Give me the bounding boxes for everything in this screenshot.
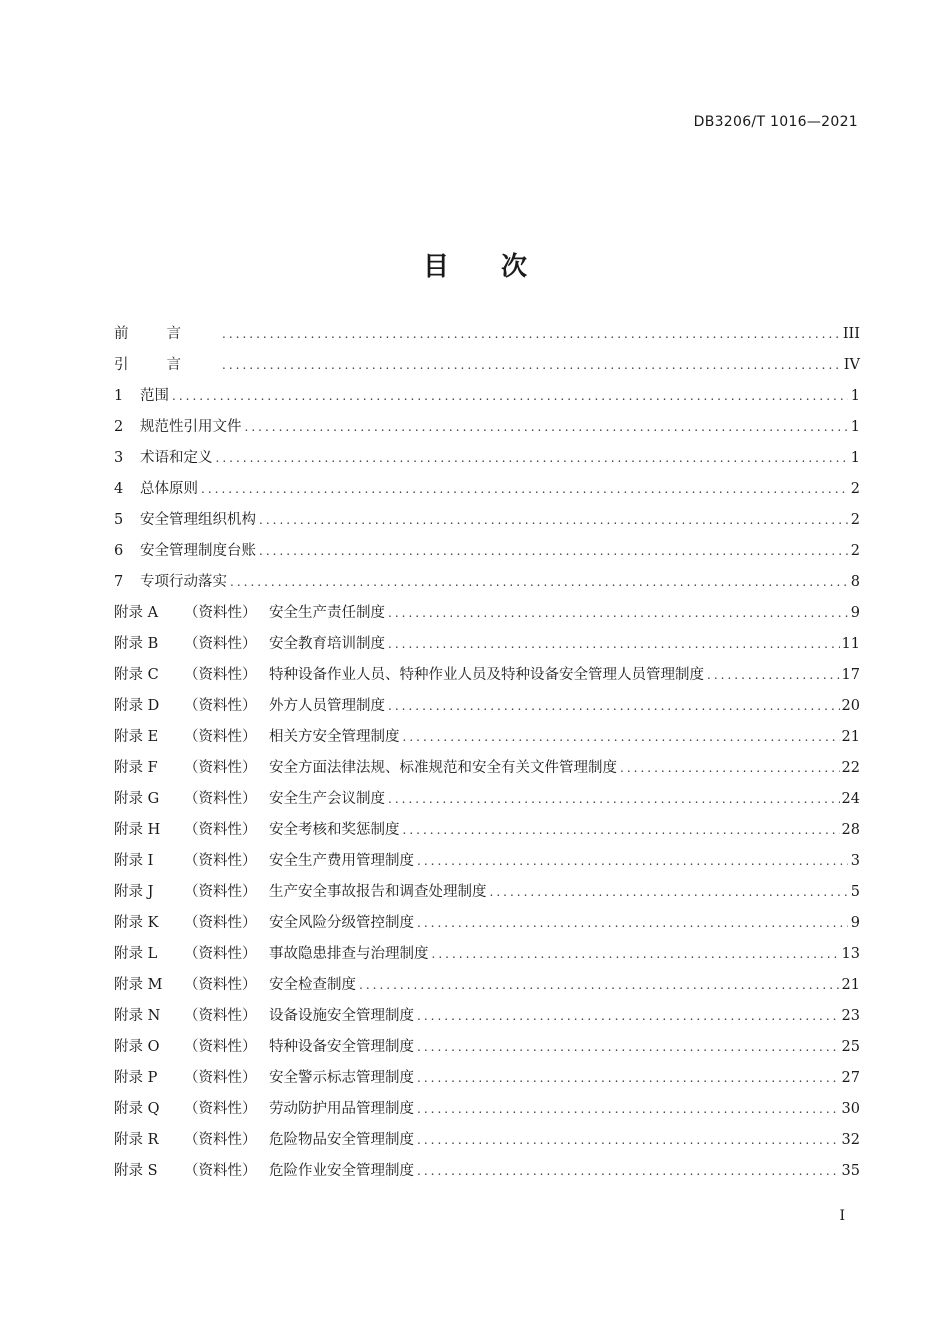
toc-entry-title: 事故隐患排查与治理制度 xyxy=(269,946,429,962)
dot-leader xyxy=(201,482,848,496)
toc-entry-title: 安全生产费用管理制度 xyxy=(269,853,414,869)
dot-leader xyxy=(259,513,848,527)
appendix-nature: （资料性） xyxy=(184,1008,257,1024)
toc-entry-title: 安全风险分级管控制度 xyxy=(269,915,414,931)
toc-entry-foreword[interactable] xyxy=(114,322,860,353)
toc-entry-title: 安全管理制度台账 xyxy=(140,543,256,559)
toc-entry-page: 1 xyxy=(850,450,860,466)
toc-entry-page: 9 xyxy=(850,915,860,931)
toc-entry-title: 相关方安全管理制度 xyxy=(269,729,400,745)
toc-entry-page: 20 xyxy=(841,698,860,714)
appendix-nature: （资料性） xyxy=(184,1163,257,1179)
toc-entry-title: 范围 xyxy=(140,388,169,404)
toc-entry-title: 规范性引用文件 xyxy=(140,419,242,435)
appendix-label: 附录 C xyxy=(114,667,159,683)
toc-entry-appendix[interactable] xyxy=(114,756,860,787)
toc-entry-page: 23 xyxy=(841,1008,860,1024)
toc-entry-title: 设备设施安全管理制度 xyxy=(269,1008,414,1024)
appendix-label: 附录 I xyxy=(114,853,154,869)
toc-entry-page: 21 xyxy=(841,977,860,993)
toc-entry-page: 21 xyxy=(841,729,860,745)
dot-leader xyxy=(417,1071,840,1085)
toc-entry-title: 术语和定义 xyxy=(140,450,213,466)
appendix-nature: （资料性） xyxy=(184,853,257,869)
toc-entry-page: 2 xyxy=(850,543,860,559)
page-title: 目次 xyxy=(422,252,579,282)
dot-leader xyxy=(388,699,840,713)
dot-leader xyxy=(388,792,840,806)
appendix-label: 附录 O xyxy=(114,1039,160,1055)
toc-entry-page: 27 xyxy=(841,1070,860,1086)
appendix-nature: （资料性） xyxy=(184,1039,257,1055)
dot-leader xyxy=(707,668,840,682)
toc-entry-appendix[interactable] xyxy=(114,1035,860,1066)
dot-leader xyxy=(245,420,849,434)
appendix-label: 附录 J xyxy=(114,884,154,900)
toc-entry-title: 安全教育培训制度 xyxy=(269,636,385,652)
dot-leader xyxy=(490,885,849,899)
toc-entry-title: 安全考核和奖惩制度 xyxy=(269,822,400,838)
dot-leader xyxy=(359,978,840,992)
toc-entry-title: 危险作业安全管理制度 xyxy=(269,1163,414,1179)
appendix-nature: （资料性） xyxy=(184,1101,257,1117)
dot-leader xyxy=(417,916,848,930)
toc-entry-section-5[interactable] xyxy=(114,508,860,539)
dot-leader xyxy=(230,575,848,589)
appendix-nature: （资料性） xyxy=(184,636,257,652)
dot-leader xyxy=(417,1133,840,1147)
dot-leader xyxy=(417,854,848,868)
appendix-label: 附录 K xyxy=(114,915,159,931)
toc-entry-page: 5 xyxy=(850,884,860,900)
appendix-label: 附录 H xyxy=(114,822,161,838)
toc-entry-title: 劳动防护用品管理制度 xyxy=(269,1101,414,1117)
dot-leader xyxy=(403,823,840,837)
appendix-label: 附录 G xyxy=(114,791,160,807)
toc-entry-page: 35 xyxy=(841,1163,860,1179)
toc-entry-appendix[interactable] xyxy=(114,632,860,663)
appendix-nature: （资料性） xyxy=(184,915,257,931)
appendix-label: 附录 S xyxy=(114,1163,158,1179)
toc-entry-number: 1 xyxy=(114,388,124,404)
toc-entry-page: 24 xyxy=(841,791,860,807)
toc-entry-page: 30 xyxy=(841,1101,860,1117)
toc-entry-number: 6 xyxy=(114,543,124,559)
appendix-nature: （资料性） xyxy=(184,791,257,807)
toc-entry-page: 17 xyxy=(841,667,860,683)
dot-leader xyxy=(388,637,840,651)
toc-entry-title: 总体原则 xyxy=(140,481,198,497)
toc-entry-number: 4 xyxy=(114,481,124,497)
toc-entry-appendix[interactable] xyxy=(114,1128,860,1159)
toc-entry-section-2[interactable] xyxy=(114,415,860,446)
toc-entry-number: 2 xyxy=(114,419,124,435)
toc-entry-number: 7 xyxy=(114,574,124,590)
appendix-label: 附录 B xyxy=(114,636,159,652)
toc-entry-page: 2 xyxy=(850,481,860,497)
toc-entry-appendix[interactable] xyxy=(114,849,860,880)
toc-entry-appendix[interactable] xyxy=(114,1066,860,1097)
dot-leader xyxy=(620,761,840,775)
dot-leader xyxy=(172,389,848,403)
table-of-contents xyxy=(114,322,860,1190)
toc-entry-title: 安全方面法律法规、标准规范和安全有关文件管理制度 xyxy=(269,760,617,776)
toc-entry-title: 安全警示标志管理制度 xyxy=(269,1070,414,1086)
toc-entry-section-7[interactable] xyxy=(114,570,860,601)
toc-entry-page: 2 xyxy=(850,512,860,528)
toc-entry-title: 安全生产会议制度 xyxy=(269,791,385,807)
toc-entry-title: 安全生产责任制度 xyxy=(269,605,385,621)
toc-entry-page: 32 xyxy=(841,1132,860,1148)
toc-entry-label: 引言 xyxy=(114,357,219,373)
toc-entry-appendix[interactable] xyxy=(114,942,860,973)
dot-leader xyxy=(259,544,848,558)
appendix-nature: （资料性） xyxy=(184,884,257,900)
appendix-nature: （资料性） xyxy=(184,698,257,714)
appendix-nature: （资料性） xyxy=(184,977,257,993)
toc-entry-section-3[interactable] xyxy=(114,446,860,477)
dot-leader xyxy=(417,1164,840,1178)
toc-entry-appendix[interactable] xyxy=(114,663,860,694)
toc-entry-page: III xyxy=(842,326,860,342)
appendix-label: 附录 R xyxy=(114,1132,159,1148)
dot-leader xyxy=(222,327,841,341)
dot-leader xyxy=(417,1009,840,1023)
appendix-label: 附录 F xyxy=(114,760,158,776)
toc-entry-section-1[interactable] xyxy=(114,384,860,415)
toc-entry-appendix[interactable] xyxy=(114,911,860,942)
dot-leader xyxy=(403,730,840,744)
toc-entry-title: 外方人员管理制度 xyxy=(269,698,385,714)
toc-entry-appendix[interactable] xyxy=(114,1159,860,1190)
dot-leader xyxy=(432,947,840,961)
appendix-nature: （资料性） xyxy=(184,667,257,683)
appendix-label: 附录 D xyxy=(114,698,160,714)
toc-entry-number: 3 xyxy=(114,450,124,466)
toc-entry-number: 5 xyxy=(114,512,124,528)
appendix-nature: （资料性） xyxy=(184,729,257,745)
toc-entry-appendix[interactable] xyxy=(114,694,860,725)
toc-entry-page: 11 xyxy=(841,636,860,652)
toc-entry-title: 特种设备作业人员、特种作业人员及特种设备安全管理人员管理制度 xyxy=(269,667,704,683)
toc-entry-page: 9 xyxy=(850,605,860,621)
appendix-nature: （资料性） xyxy=(184,1132,257,1148)
toc-entry-page: 22 xyxy=(841,760,860,776)
toc-entry-page: 28 xyxy=(841,822,860,838)
toc-entry-appendix[interactable] xyxy=(114,787,860,818)
toc-entry-title: 危险物品安全管理制度 xyxy=(269,1132,414,1148)
toc-entry-title: 特种设备安全管理制度 xyxy=(269,1039,414,1055)
dot-leader xyxy=(417,1040,840,1054)
toc-entry-section-6[interactable] xyxy=(114,539,860,570)
page-number: I xyxy=(839,1208,845,1224)
appendix-label: 附录 A xyxy=(114,605,159,621)
appendix-nature: （资料性） xyxy=(184,946,257,962)
toc-entry-introduction[interactable] xyxy=(114,353,860,384)
dot-leader xyxy=(222,358,842,372)
toc-entry-appendix[interactable] xyxy=(114,601,860,632)
toc-entry-appendix[interactable] xyxy=(114,1004,860,1035)
appendix-nature: （资料性） xyxy=(184,1070,257,1086)
toc-entry-page: 1 xyxy=(850,388,860,404)
toc-entry-page: IV xyxy=(843,357,860,373)
toc-entry-page: 13 xyxy=(841,946,860,962)
dot-leader xyxy=(216,451,849,465)
toc-entry-appendix[interactable] xyxy=(114,818,860,849)
appendix-label: 附录 L xyxy=(114,946,158,962)
toc-entry-title: 专项行动落实 xyxy=(140,574,227,590)
appendix-nature: （资料性） xyxy=(184,605,257,621)
appendix-nature: （资料性） xyxy=(184,760,257,776)
appendix-label: 附录 M xyxy=(114,977,163,993)
toc-entry-appendix[interactable] xyxy=(114,725,860,756)
toc-entry-section-4[interactable] xyxy=(114,477,860,508)
toc-entry-title: 安全检查制度 xyxy=(269,977,356,993)
toc-entry-label: 前言 xyxy=(114,326,219,342)
dot-leader xyxy=(417,1102,840,1116)
dot-leader xyxy=(388,606,848,620)
appendix-nature: （资料性） xyxy=(184,822,257,838)
appendix-label: 附录 N xyxy=(114,1008,161,1024)
toc-entry-page: 8 xyxy=(850,574,860,590)
appendix-label: 附录 E xyxy=(114,729,159,745)
toc-entry-title: 生产安全事故报告和调查处理制度 xyxy=(269,884,487,900)
toc-entry-page: 1 xyxy=(850,419,860,435)
appendix-label: 附录 Q xyxy=(114,1101,160,1117)
appendix-label: 附录 P xyxy=(114,1070,158,1086)
toc-entry-appendix[interactable] xyxy=(114,880,860,911)
toc-entry-title: 安全管理组织机构 xyxy=(140,512,256,528)
toc-entry-appendix[interactable] xyxy=(114,1097,860,1128)
toc-entry-page: 25 xyxy=(841,1039,860,1055)
document-code: DB3206/T 1016—2021 xyxy=(693,114,858,130)
toc-entry-appendix[interactable] xyxy=(114,973,860,1004)
toc-entry-page: 3 xyxy=(850,853,860,869)
